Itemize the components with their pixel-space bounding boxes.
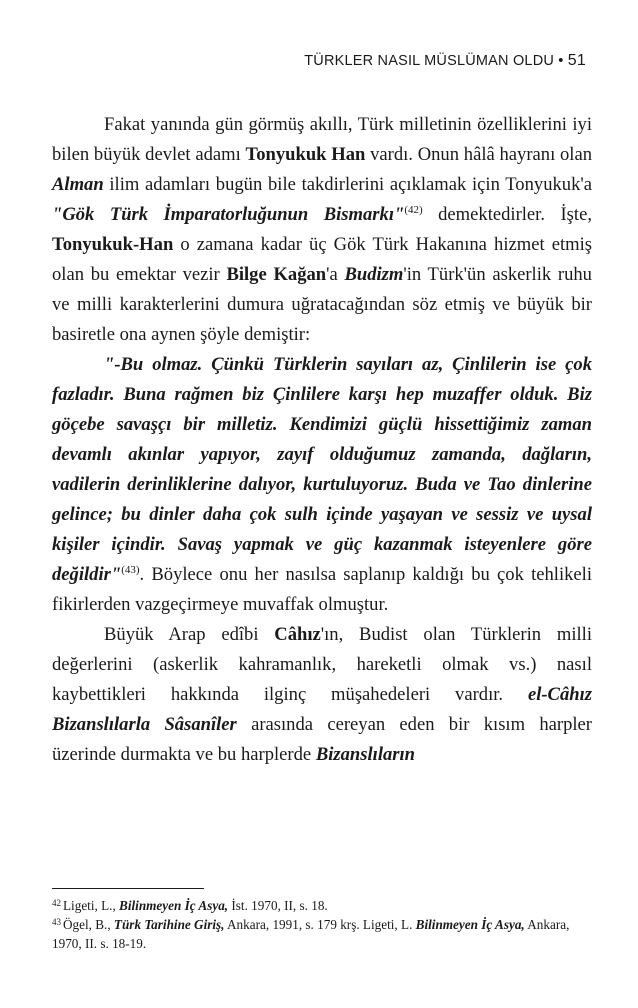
footnote-text: Ligeti, L., <box>63 898 120 913</box>
page-number: 51 <box>567 52 586 69</box>
paragraph-2-quote <box>52 350 592 620</box>
text-run: arasında cereyan eden bir kısım harpler üzerinde durmakta ve bu harplerde <box>52 714 592 765</box>
emphasis-quote-title: "Gök Türk İmparatorluğunun Bismarkı" <box>52 204 405 225</box>
footnote-divider <box>52 888 204 889</box>
text-run: 'a <box>326 264 345 285</box>
paragraph-1 <box>52 110 592 350</box>
emphasis-el-cahiz: el-Câhız Bizanslılarla Sâsanîler <box>52 684 592 735</box>
emphasis-bizanslilarin: Bizanslıların <box>315 744 416 765</box>
footnote-text: Ankara, 1991, s. 179 krş. Ligeti, L. <box>224 917 416 932</box>
quoted-speech: "-Bu olmaz. Çünkü Türklerin sayıları az, Çinlilerin ise çok fazladır. Buna rağmen biz Çinlilere karşı hep muzaffer olduk. Biz göçebe savaşçı bir milletiz. Kendimizi güçlü hissettiğimiz zaman devamlı akınlar yapıyor, zayıf olduğumuz zamanda, dağların, vadilerin derinliklerine dalıyor, kurtuluyoruz. Buda ve Tao dinlerine gelince; bu dinler daha çok sulh içinde yaşayan ve sessiz ve uysal kişiler içindir. Savaş yapmak ve güç kazanmak isteyenlere göre değildir" <box>52 354 592 585</box>
footnote-text: İst. 1970, II, s. 18. <box>228 898 328 913</box>
footnote-ref-43: (43) <box>121 564 140 576</box>
header-title: TÜRKLER NASIL MÜSLÜMAN OLDU <box>304 53 555 69</box>
body-text <box>52 110 592 770</box>
footnote-42 <box>52 896 592 915</box>
header-separator: • <box>558 53 564 69</box>
footnote-marker: 43 <box>52 917 61 927</box>
text-run: vardı. Onun hâlâ hayranı olan <box>365 144 592 165</box>
emphasis-budizm: Budizm <box>344 264 404 285</box>
footnote-work-title: Bilinmeyen İç Asya, <box>119 898 229 913</box>
bold-name-tonyukuk: Tonyukuk-Han <box>52 234 174 255</box>
text-run: . Böylece onu her nasılsa saplanıp kaldığı bu çok tehlikeli fikirlerden vazgeçirmeye muvaffak olmuştur. <box>52 564 592 615</box>
text-run: Büyük Arap edîbi <box>104 624 275 645</box>
footnote-work-title: Bilinmeyen İç Asya, <box>415 917 525 932</box>
footnote-43 <box>52 915 592 953</box>
bold-name-bilge-kagan: Bilge Kağan <box>226 264 327 285</box>
bold-name-tonyukuk-han: Tonyukuk Han <box>245 144 366 165</box>
text-run: Fakat yanında gün görmüş akıllı, Türk milletinin özelliklerini iyi bilen büyük devlet adamı <box>52 114 592 165</box>
footnote-ref-42: (42) <box>404 204 423 216</box>
bold-name-cahiz: Câhız <box>274 624 321 645</box>
text-run: ilim adamları bugün bile takdirlerini açıklamak için Tonyukuk'a <box>103 174 592 195</box>
text-run: o zamana kadar üç Gök Türk Hakanına hizmet etmiş olan bu emektar vezir <box>52 234 592 285</box>
footnote-text: Ögel, B., <box>63 917 114 932</box>
footnote-marker: 42 <box>52 898 61 908</box>
footnotes <box>52 896 592 953</box>
text-run: 'in Türk'ün askerlik ruhu ve milli karakterlerini dumura uğratacağından söz etmiş ve büyük bir basiretle ona aynen şöyle demiştir: <box>52 264 592 345</box>
footnote-text: Ankara, 1970, II. s. 18-19. <box>52 917 570 951</box>
footnote-work-title: Türk Tarihine Giriş, <box>113 917 225 932</box>
paragraph-3 <box>52 620 592 770</box>
text-run: 'ın, Budist olan Türklerin milli değerlerini (askerlik kahramanlık, hareketli olmak vs.) nasıl kaybettikleri hakkında ilginç müşahedeleri vardır. <box>52 624 593 705</box>
text-run: demektedirler. İşte, <box>422 204 592 225</box>
emphasis-alman: Alman <box>52 174 104 195</box>
running-header <box>304 52 586 70</box>
